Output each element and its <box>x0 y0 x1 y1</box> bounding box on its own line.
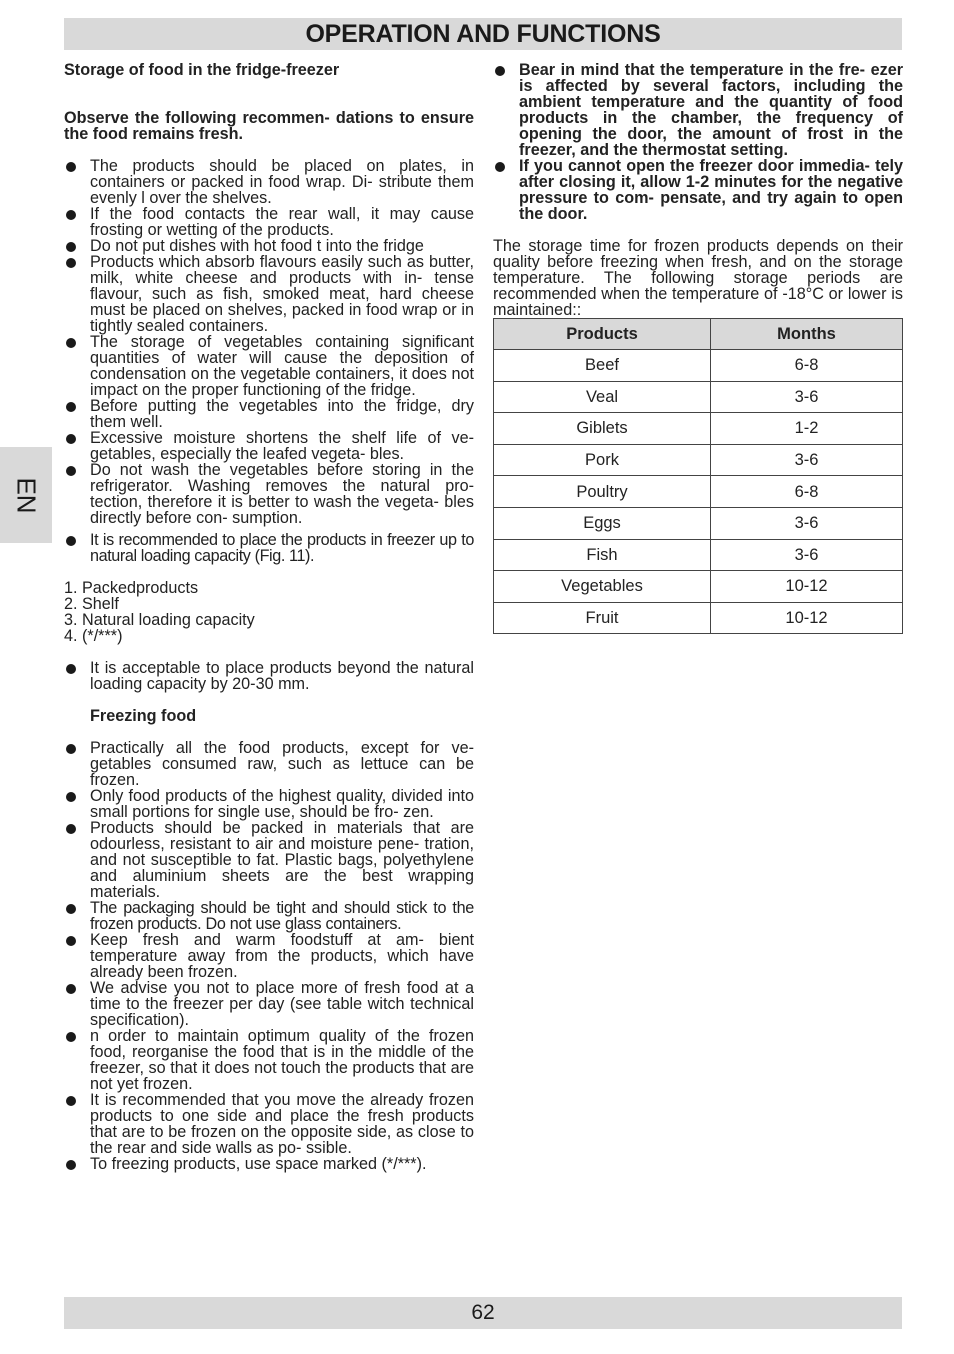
list-item: If you cannot open the freezer door immedia- tely after closing it, allow 1-2 minutes for the negative pressure to com- pensate, and try again to open the door. <box>493 158 903 222</box>
page-footer <box>64 1297 902 1329</box>
months-cell: 10-12 <box>711 571 903 603</box>
list-item: The storage of vegetables containing significant quantities of water will cause the deposition of condensation on the vegetable containers, it does not impact on the proper functioning of the fridge. <box>64 334 474 398</box>
table-row <box>494 507 903 539</box>
numbered-legend <box>64 580 474 644</box>
months-cell: 3-6 <box>711 507 903 539</box>
months-cell: 6-8 <box>711 476 903 508</box>
table-header-row <box>494 319 903 350</box>
table-row <box>494 571 903 603</box>
legend-item: 4. (*/***) <box>64 627 123 645</box>
product-cell: Veal <box>494 381 711 413</box>
product-cell: Fish <box>494 539 711 571</box>
list-item: Only food products of the highest quality, divided into small portions for single use, should be fro- zen. <box>64 788 474 820</box>
list-item: Practically all the food products, except for ve- getables consumed raw, such as lettuce can be frozen. <box>64 740 474 788</box>
list-item: Do not wash the vegetables before storing in the refrigerator. Washing removes the natural pro- tection, therefore it is better to wash the vegeta- bles directly before con- sumption. <box>64 462 474 526</box>
language-label: EN <box>11 476 42 514</box>
column-header-products: Products <box>494 319 711 350</box>
product-cell: Beef <box>494 350 711 382</box>
table-row <box>494 413 903 445</box>
freezer-notes-list <box>493 62 903 222</box>
list-item: Products which absorb flavours easily such as butter, milk, white cheese and products with in- tense flavour, such as fish, smoked meat, hard cheese must be placed on shelves, packed in food wrap or in tightly sealed containers. <box>64 254 474 334</box>
storage-time-paragraph: The storage time for frozen products depends on their quality before freezing when fresh, and on the storage temperature. The following storage periods are recommended when the temperature of -18°C or lower is maintained:: <box>493 237 903 319</box>
table-row <box>494 539 903 571</box>
table-row <box>494 602 903 634</box>
section-title-freezing: Freezing food <box>90 707 197 725</box>
table-row <box>494 381 903 413</box>
storage-bullet-list <box>64 158 474 526</box>
list-item: We advise you not to place more of fresh food at a time to the freezer per day (see table witch technical specification). <box>64 980 474 1028</box>
list-item: Do not put dishes with hot food t into the fridge <box>64 238 474 254</box>
months-cell: 3-6 <box>711 444 903 476</box>
list-item: Keep fresh and warm foodstuff at am- bient temperature away from the products, which have already been frozen. <box>64 932 474 980</box>
storage-periods-table <box>493 318 903 634</box>
capacity-bullet-list <box>64 532 474 564</box>
list-item: To freezing products, use space marked (*/***). <box>64 1156 474 1172</box>
section-title-storage: Storage of food in the fridge-freezer <box>64 61 340 79</box>
product-cell: Vegetables <box>494 571 711 603</box>
table-row <box>494 350 903 382</box>
months-cell: 3-6 <box>711 381 903 413</box>
months-cell: 1-2 <box>711 413 903 445</box>
right-column <box>493 62 903 634</box>
table-row <box>494 444 903 476</box>
product-cell: Giblets <box>494 413 711 445</box>
product-cell: Pork <box>494 444 711 476</box>
column-header-months: Months <box>711 319 903 350</box>
list-item: The packaging should be tight and should stick to the frozen products. Do not use glass containers. <box>64 900 474 932</box>
list-item: If the food contacts the rear wall, it may cause frosting or wetting of the products. <box>64 206 474 238</box>
page-number: 62 <box>471 1301 495 1324</box>
intro-text: Observe the following recommen- dations to ensure the food remains fresh. <box>64 109 474 143</box>
product-cell: Eggs <box>494 507 711 539</box>
months-cell: 3-6 <box>711 539 903 571</box>
list-item: n order to maintain optimum quality of the frozen food, reorganise the food that is in the middle of the freezer, so that it does not touch the products that are not yet frozen. <box>64 1028 474 1092</box>
legend-item: 1. Packedproducts <box>64 579 199 597</box>
product-cell: Fruit <box>494 602 711 634</box>
freezing-bullet-list <box>64 740 474 1172</box>
months-cell: 6-8 <box>711 350 903 382</box>
list-item: Bear in mind that the temperature in the fre- ezer is affected by several factors, including the ambient temperature and the quantity of food products in the chamber, the frequency of opening the door, the amount of frost in the freezer, and the thermostat setting. <box>493 62 903 158</box>
list-item: Products should be packed in materials that are odourless, resistant to air and moisture pene- tration, and not susceptible to fat. Plastic bags, polyethylene and aluminium sheets are the best wrapping materials. <box>64 820 474 900</box>
list-item: It is recommended that you move the already frozen products to one side and place the fresh products that are to be frozen on the opposite side, as close to the rear and side walls as po- ssible. <box>64 1092 474 1156</box>
language-tab <box>0 447 52 543</box>
page-header <box>64 18 902 50</box>
legend-item: 3. Natural loading capacity <box>64 611 255 629</box>
table-row <box>494 476 903 508</box>
list-item: The products should be placed on plates, in containers or packed in food wrap. Di- stribute them evenly l over the shelves. <box>64 158 474 206</box>
list-item: Excessive moisture shortens the shelf life of ve- getables, especially the leafed vegeta- bles. <box>64 430 474 462</box>
list-item: It is acceptable to place products beyond the natural loading capacity by 20-30 mm. <box>64 660 474 692</box>
product-cell: Poultry <box>494 476 711 508</box>
months-cell: 10-12 <box>711 602 903 634</box>
legend-item: 2. Shelf <box>64 595 119 613</box>
beyond-bullet-list <box>64 660 474 692</box>
page-title: OPERATION AND FUNCTIONS <box>305 19 661 48</box>
list-item: It is recommended to place the products in freezer up to natural loading capacity (Fig. 11). <box>64 532 474 564</box>
list-item: Before putting the vegetables into the fridge, dry them well. <box>64 398 474 430</box>
left-column <box>64 62 474 1172</box>
